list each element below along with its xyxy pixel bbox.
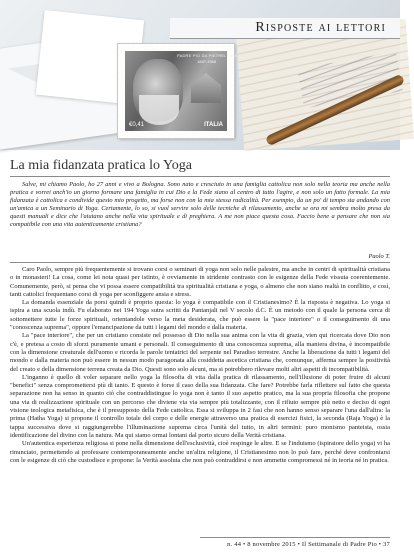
stamp-years: 1887-1968 — [197, 59, 217, 64]
stamp-artwork — [125, 51, 238, 131]
title-divider — [10, 176, 390, 177]
reader-letter: Salve, mi chiamo Paolo, ho 27 anni e vivo a Bologna. Sono nato e cresciuto in una famiglia cattolica non solo nella teoria ma anche nella pratica e vorrei anch'io un giorno formare una famiglia in cui Dio e la Fede siano al centro di tutto l'agire, e non solo un fatto formale. La mia fidanzata è cattolica e condivide questo mio progetto, ma forse non con la mia stessa radicalità. Per esempio, da un po' di tempo sta andando con un'amica a un Seminario di Yoga. Certamente, lo so, si vuol servire solo delle tecniche di rilassamento, anche se ora mi sembra molto presa da questi manuali e dice che l'aiutano anche nella vita spirituale e di preghiera. A me non piace questa cosa. Faccio bene a pensare che non sia compatibile con una vita autenticamente cristiana? — [10, 181, 390, 229]
body-paragraph: La "pace interiore", che per un cristiano consiste nel possesso di Dio nella sua anima con la vita di grazia, vien qui ricercata dove Dio non c'è, e pretesa a costo di sforzi puramente umani e personali. Il conseguimento di una conoscenza suprema, alla maniera divina, è incompatibile con la dimensione creaturale dell'uomo e ricorda le parole tentatrici del serpente nel Paradiso terrestre. Anche la liberazione da tutti i legami del mondo e dalla materia non può essere in nessun modo paragonata alla cosiddetta ascetica cristiana che, comunque, afferma sempre la positività del creato e della dimensione terrena creata da Dio. Questi sono solo alcuni, ma si potrebbero rilevare molti altri aspetti di incompatibilità. — [10, 332, 390, 373]
section-title: Risposte ai lettori — [255, 20, 386, 35]
body-paragraph: La domanda essenziale da porsi quindi è proprio questa: lo yoga è compatibile con il Cristianesimo? È la risposta è negativa. Lo yoga si ispira a una scuola indù. Fu elaborato nei 194 Yoga sutra scritti da Pantanjali nel V secolo d.C. È un metodo con il quale la persona cerca di sottomettere tutte le forze spirituali, orientandole verso la meta desiderata, che può essere la "pace interiore" o il conseguimento di una "conoscenza suprema", oppure l'emancipazione da tutti i legami del mondo e dalla materia. — [10, 299, 390, 332]
article-title: La mia fidanzata pratica lo Yoga — [10, 158, 192, 173]
header-banner — [0, 0, 400, 150]
footer-divider — [200, 537, 390, 538]
page-footer: n. 44 • 8 novembre 2015 • Il Settimanale di Padre Pio • 37 — [227, 541, 390, 548]
article-body — [10, 266, 390, 534]
section-title-bar — [170, 18, 400, 39]
stamp-value: €0,41 — [129, 122, 145, 128]
body-paragraph: Caro Paolo, sempre più frequentemente si trovano corsi o seminari di yoga non solo nelle palestre, ma anche in centri di spiritualità cristiana o in monasteri! La cosa, come lei nota quasi per istinto, è ovviamente in stridente contrasto con le esigenze della Fede vissuta coerentemente. Comunemente, però, si pensa che vi possa essere compatibilità tra spiritualità cristiana e yoga, o almeno che non siano realtà in conflitto, e così, tanti cattolici frequentano corsi di yoga per sconfiggere ansia e stress. — [10, 266, 390, 298]
stamp-caption: PADRE PIO DA PIETRELCINA — [177, 53, 238, 58]
portrait-beard — [139, 95, 179, 125]
letter-divider — [10, 262, 390, 263]
letter-signature: Paolo T. — [368, 253, 390, 260]
church-image — [191, 73, 221, 103]
body-paragraph: Un'autentica esperienza religiosa si pone nella dimensione dell'esclusività, cioè respinge le altre. E se l'induismo (ispiratore dello yoga) vi ha rinunciato, permettendo ai professare contemporaneamente anche un'altra religione, il Cristianesimo non lo può fare, perché deve confrontarsi con le esigenze di ciò che custodisce e propone: la Verità assoluta che non può contraddirsi e non ammette compromessi né in teoria né in pratica. — [10, 440, 390, 464]
postage-stamp — [118, 44, 238, 138]
stamp-country: ITALIA — [204, 122, 223, 128]
body-paragraph: L'inganno è quello di voler separare nello yoga la filosofia di vita dalla pratica di rilassamento, nell'illusione di poter fruire di alcuni "benefici" senza compromettersi più di tanto. E questo è forse il caso della sua fidanzata. Che fare? Potrebbe farla riflettere sul fatto che questa separazione non ha senso in quanto ciò che contraddistingue lo yoga non è tanto il suo aspetto pratico, ma la sua propria filosofia che propone una via di realizzazione spirituale con un percorso che diviene via via sempre più totalizzante, con il rifiuto sempre più netto e deciso di ogni visione teologica metafisica, che è il presupposto della Fede cattolica. Essa si sviluppa in 2 fasi che non hanno senso separare l'una dall'altra: la prima (Hatha Yoga) si propone il controllo totale del corpo e delle energie attraverso una pratica di esercizi fisici, la seconda (Raja Yoga) è la tappa successiva dove si raggiungerebbe l'illuminazione suprema circa l'unità del tutto, in altri termini: puro monismo panteista, ossia identificazione del divino con la natura. Ma qui siamo ormai lontani dal porto sicuro della Verità cristiana. — [10, 373, 390, 439]
